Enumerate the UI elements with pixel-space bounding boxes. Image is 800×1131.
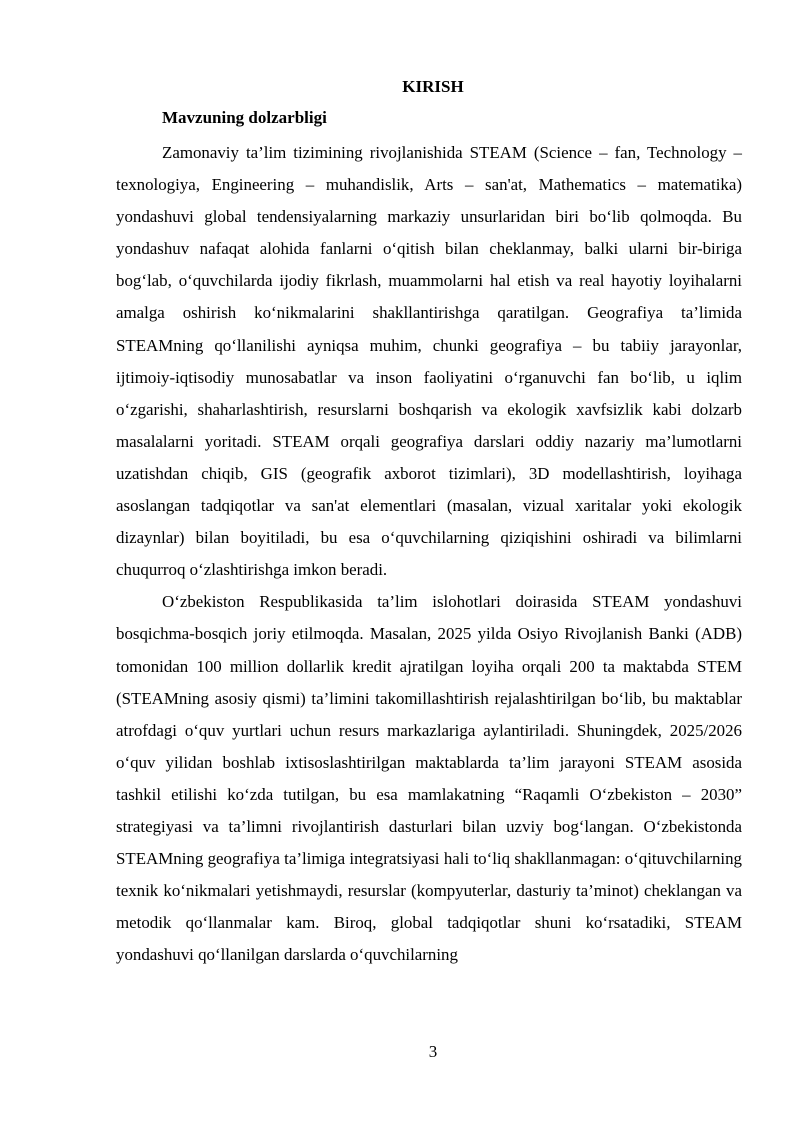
paragraph-2: O‘zbekiston Respublikasida ta’lim islohotlari doirasida STEAM yondashuvi bosqichma-bosqich joriy etilmoqda. Masalan, 2025 yilda Osiyo Rivojlanish Banki (ADB) tomonidan 100 million dollarlik kredit ajratilgan loyiha orqali 200 ta maktabda STEM (STEAMning asosiy qismi) ta’limini takomillashtirish rejalashtirilgan bo‘lib, bu maktablar atrofdagi o‘quv yurtlari uchun resurs markazlariga aylantiriladi. Shuningdek, 2025/2026 o‘quv yilidan boshlab ixtisoslashtirilgan maktablarda ta’lim jarayoni STEAM asosida tashkil etilishi ko‘zda tutilgan, bu esa mamlakatning “Raqamli O‘zbekiston – 2030” strategiyasi va ta’limni rivojlantirish dasturlari bilan uzviy bog‘langan. O‘zbekistonda STEAMning geografiya ta’limiga integratsiyasi hali to‘liq shakllanmagan: o‘qituvchilarning texnik ko‘nikmalari yetishmaydi, resurslar (kompyuterlar, dasturiy ta’minot) cheklangan va metodik qo‘llanmalar kam. Biroq, global tadqiqotlar shuni ko‘rsatadiki, STEAM yondashuvi qo‘llanilgan darslarda o‘quvchilarning xyxy=(116,592,742,965)
page-content xyxy=(116,74,742,971)
page-number: 3 xyxy=(428,1042,438,1061)
paragraph-1: Zamonaviy ta’lim tizimining rivojlanishida STEAM (Science – fan, Technology – texnologiya, Engineering – muhandislik, Arts – san'at, Mathematics – matematika) yondashuvi global tendensiyalarning markaziy unsurlaridan biri bo‘lib qolmoqda. Bu yondashuv nafaqat alohida fanlarni o‘qitish bilan cheklanmay, balki ularni bir-biriga bog‘lab, o‘quvchilarda ijodiy fikrlash, muammolarni hal etish va real hayotiy loyihalarni amalga oshirish ko‘nikmalarini shakllantirishga qaratilgan. Geografiya ta’limida STEAMning qo‘llanilishi ayniqsa muhim, chunki geografiya – bu tabiiy jarayonlar, ijtimoiy-iqtisodiy munosabatlar va inson faoliyatini o‘rganuvchi fan bo‘lib, u iqlim o‘zgarishi, shaharlashtirish, resurslarni boshqarish va ekologik xavfsizlik kabi dolzarb masalalarni yoritadi. STEAM orqali geografiya darslari oddiy nazariy ma’lumotlarni uzatishdan chiqib, GIS (geografik axborot tizimlari), 3D modellashtirish, loyihaga asoslangan tadqiqotlar va san'at elementlari (masalan, vizual xaritalar yoki ekologik dizaynlar) bilan boyitiladi, bu esa o‘quvchilarning qiziqishini oshiradi va bilimlarni chuqurroq o‘zlashtirishga imkon beradi. xyxy=(116,143,742,580)
section-title: KIRISH xyxy=(402,77,464,96)
section-subtitle: Mavzuning dolzarbligi xyxy=(162,108,327,127)
